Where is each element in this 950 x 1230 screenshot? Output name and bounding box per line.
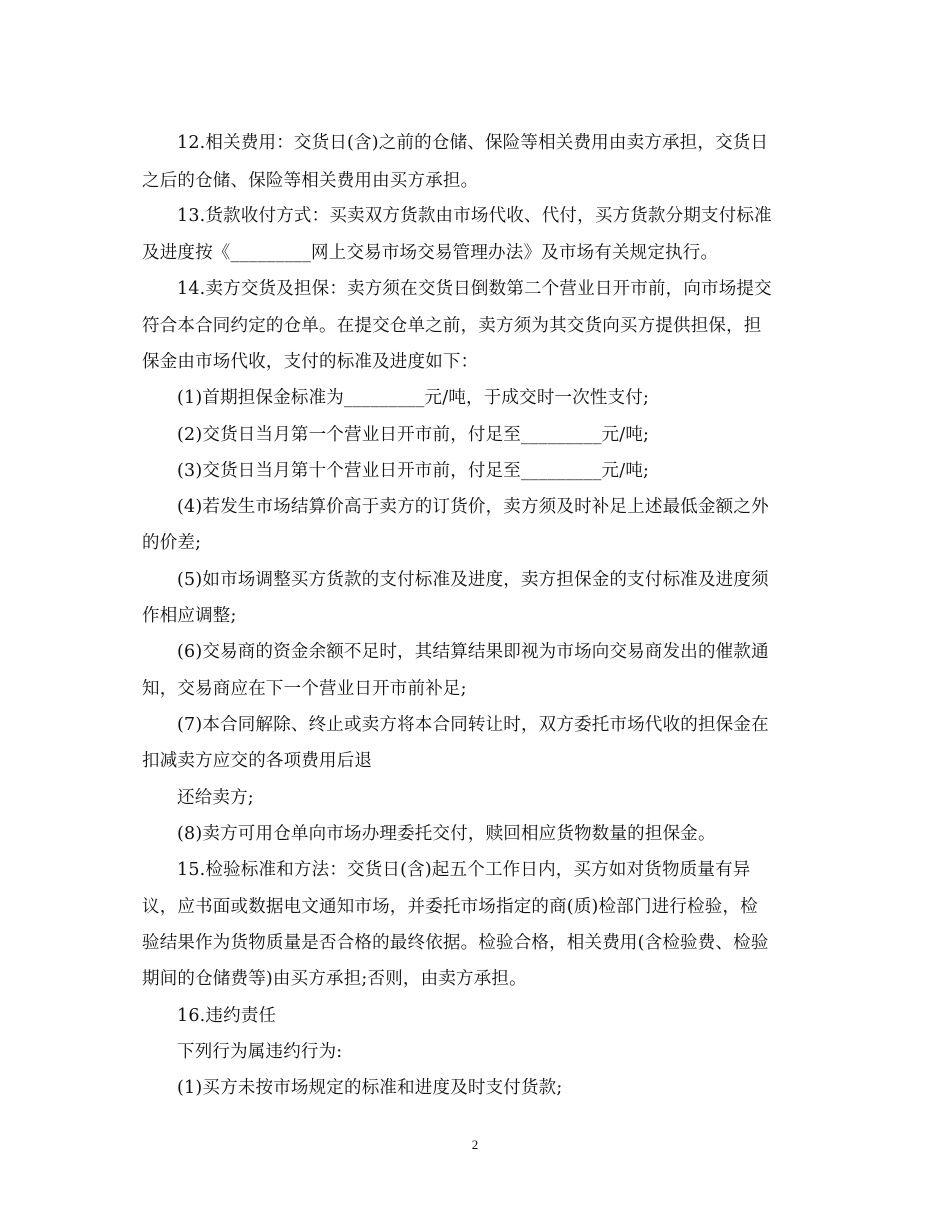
clause-14-item-1: (1)首期担保金标准为_________元/吨，于成交时一次性支付; [177,388,650,408]
clause-15-line-4: 期间的仓储费等)由买方承担;否则，由卖方承担。 [142,969,527,989]
clause-14-item-5-line-2: 作相应调整; [142,606,237,626]
clause-13-line-1: 13.货款收付方式：买卖双方货款由市场代收、代付，买方货款分期支付标准 [177,206,772,226]
clause-14-line-1: 14.卖方交货及担保：卖方须在交货日倒数第二个营业日开市前，向市场提交 [177,279,772,299]
clause-14-item-4-line-1: (4)若发生市场结算价高于卖方的订货价，卖方须及时补足上述最低金额之外 [177,497,769,517]
clause-14-item-7-line-3: 还给卖方; [177,788,254,808]
clause-15-line-2: 议，应书面或数据电文通知市场，并委托市场指定的商(质)检部门进行检验，检 [142,897,758,917]
page-number: 2 [471,1137,479,1152]
clause-13-line-2: 及进度按《_________网上交易市场交易管理办法》及市场有关规定执行。 [142,243,719,263]
clause-12-line-2: 之后的仓储、保险等相关费用由买方承担。 [142,171,479,191]
clause-14-item-3: (3)交货日当月第十个营业日开市前，付足至_________元/吨; [177,461,650,481]
clause-14-item-2: (2)交货日当月第一个营业日开市前，付足至_________元/吨; [177,425,650,445]
clause-12-line-1: 12.相关费用：交货日(含)之前的仓储、保险等相关费用由卖方承担，交货日 [177,133,769,153]
clause-15-line-3: 验结果作为货物质量是否合格的最终依据。检验合格，相关费用(含检验费、检验 [142,933,769,953]
clause-14-item-6-line-2: 知，交易商应在下一个营业日开市前补足; [142,679,467,699]
clause-14-item-7-line-1: (7)本合同解除、终止或卖方将本合同转让时，双方委托市场代收的担保金在 [177,715,769,735]
clause-14-line-2: 符合本合同约定的仓单。在提交仓单之前，卖方须为其交货向买方提供担保，担 [142,316,762,336]
clause-15-line-1: 15.检验标准和方法：交货日(含)起五个工作日内，买方如对货物质量有异 [177,860,751,880]
clause-16-intro: 下列行为属违约行为: [177,1042,343,1062]
clause-16-item-1: (1)买方未按市场规定的标准和进度及时支付货款; [177,1078,563,1098]
clause-14-item-8: (8)卖方可用仓单向市场办理委托交付，赎回相应货物数量的担保金。 [177,824,716,844]
clause-16-heading: 16.违约责任 [177,1006,277,1026]
clause-14-line-3: 保金由市场代收，支付的标准及进度如下： [142,352,479,372]
clause-14-item-6-line-1: (6)交易商的资金余额不足时，其结算结果即视为市场向交易商发出的催款通 [177,642,769,662]
clause-14-item-7-line-2: 扣减卖方应交的各项费用后退 [142,751,373,771]
clause-14-item-5-line-1: (5)如市场调整买方货款的支付标准及进度，卖方担保金的支付标准及进度须 [177,570,769,590]
clause-14-item-4-line-2: 的价差; [142,533,202,553]
